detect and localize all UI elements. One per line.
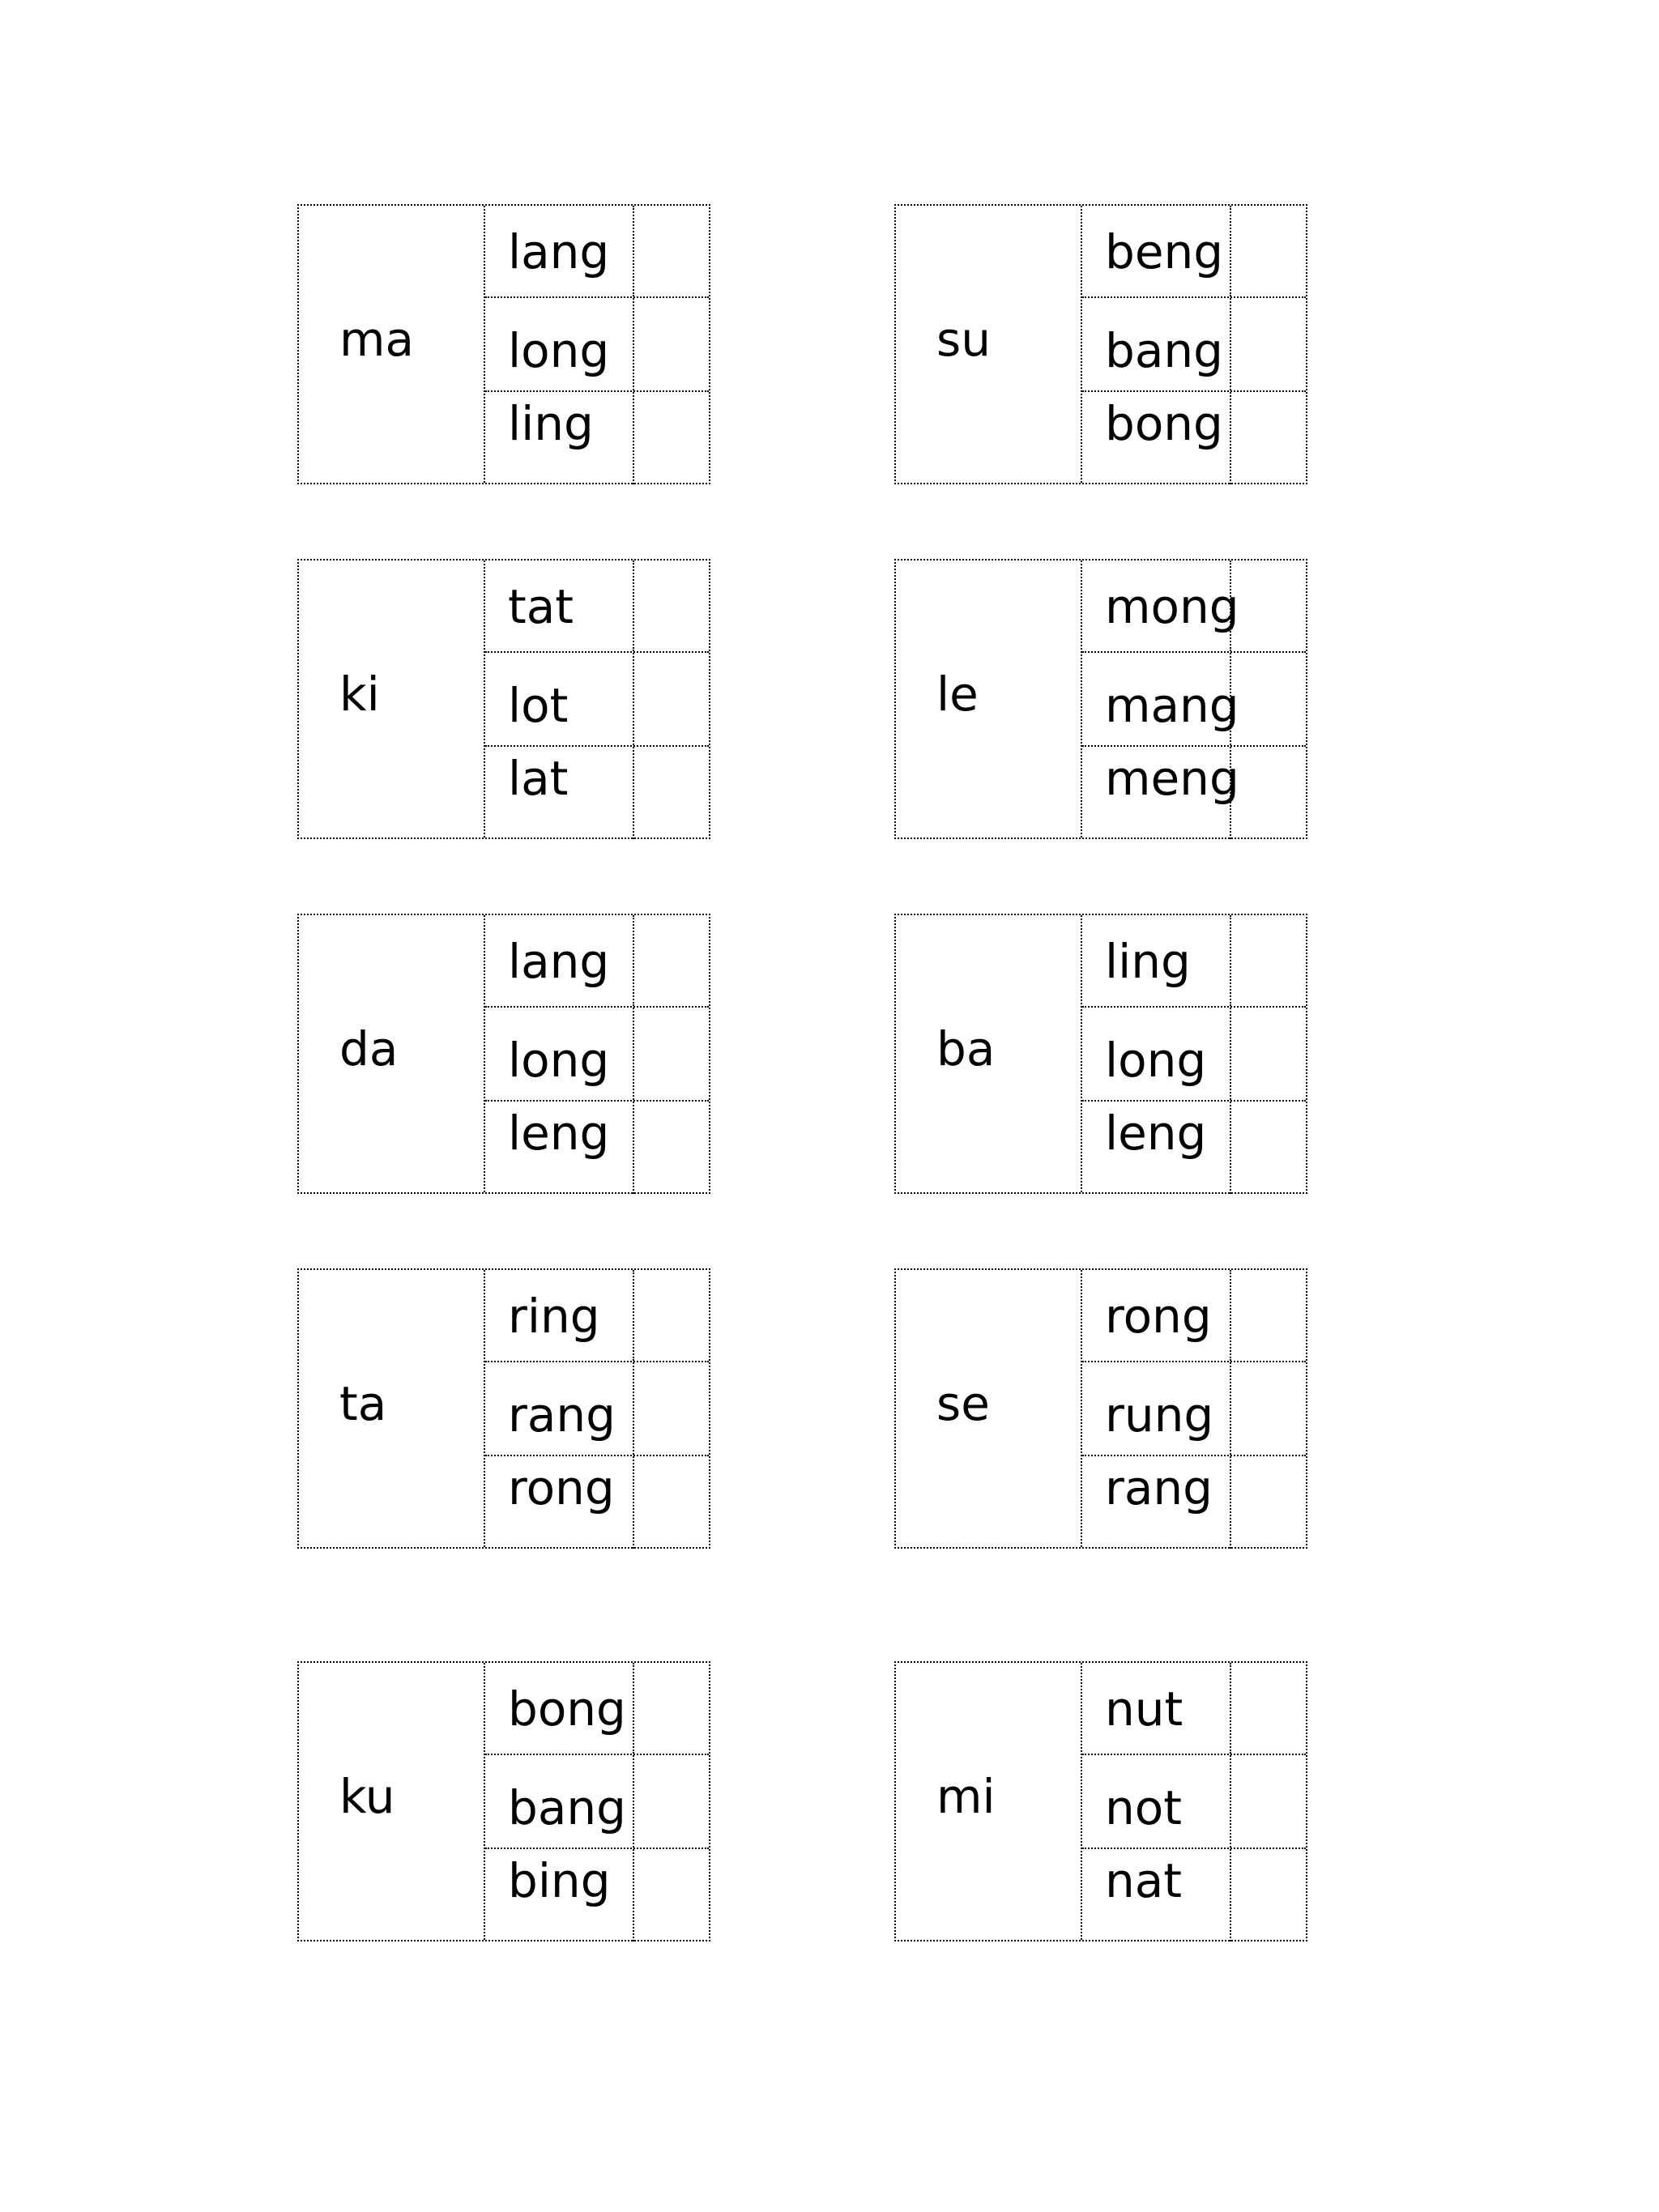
prefix-cell xyxy=(299,206,485,483)
option-word-cell xyxy=(485,1456,634,1549)
answer-box[interactable] xyxy=(634,1102,709,1194)
option-row xyxy=(485,392,709,484)
answer-box[interactable] xyxy=(634,206,709,296)
prefix-cell xyxy=(896,1663,1082,1940)
option-word-cell xyxy=(1082,1456,1231,1549)
option-syllable: long xyxy=(508,323,610,378)
option-syllable: rong xyxy=(508,1460,615,1515)
option-syllable: meng xyxy=(1105,751,1239,806)
option-row xyxy=(485,1362,709,1456)
answer-box[interactable] xyxy=(634,1849,709,1941)
option-row xyxy=(1082,560,1306,653)
answer-box[interactable] xyxy=(1231,1102,1306,1194)
option-row xyxy=(485,206,709,298)
option-row xyxy=(1082,915,1306,1008)
option-row xyxy=(1082,298,1306,392)
option-word-cell xyxy=(1082,653,1239,745)
answer-box[interactable] xyxy=(634,653,709,745)
answer-box[interactable] xyxy=(1231,915,1306,1006)
syllable-card xyxy=(297,559,710,839)
prefix-syllable: mi xyxy=(936,1769,996,1824)
answer-box[interactable] xyxy=(1231,1755,1306,1848)
option-syllable: nut xyxy=(1105,1681,1183,1737)
prefix-syllable: ki xyxy=(339,667,380,722)
prefix-cell xyxy=(896,560,1082,837)
prefix-syllable: ba xyxy=(936,1021,996,1076)
option-row xyxy=(1082,1849,1306,1941)
option-syllable: ling xyxy=(1105,934,1191,989)
option-word-cell xyxy=(485,1663,634,1754)
option-word-cell xyxy=(1082,1270,1231,1361)
answer-box[interactable] xyxy=(1231,560,1306,651)
answer-box[interactable] xyxy=(1231,1362,1306,1455)
option-row xyxy=(1082,1663,1306,1755)
option-word-cell xyxy=(1082,1849,1231,1941)
answer-box[interactable] xyxy=(634,298,709,390)
option-syllable: long xyxy=(1105,1033,1207,1088)
option-word-cell xyxy=(1082,747,1239,839)
option-word-cell xyxy=(485,1849,634,1941)
answer-box[interactable] xyxy=(634,1456,709,1549)
option-syllable: lang xyxy=(508,934,610,989)
option-word-cell xyxy=(485,392,634,484)
option-word-cell xyxy=(1082,1008,1231,1100)
answer-box[interactable] xyxy=(1231,1663,1306,1754)
answer-box[interactable] xyxy=(634,747,709,839)
option-word-cell xyxy=(1082,206,1231,296)
option-row xyxy=(1082,747,1306,839)
prefix-cell xyxy=(896,206,1082,483)
option-word-cell xyxy=(485,653,634,745)
option-syllable: mang xyxy=(1105,678,1239,733)
syllable-card xyxy=(297,204,710,484)
answer-box[interactable] xyxy=(1231,747,1306,839)
syllable-card xyxy=(894,559,1307,839)
option-row xyxy=(485,1849,709,1941)
answer-box[interactable] xyxy=(1231,206,1306,296)
answer-box[interactable] xyxy=(1231,1270,1306,1361)
option-row xyxy=(1082,1456,1306,1549)
option-syllable: bong xyxy=(508,1681,626,1737)
option-row xyxy=(485,1663,709,1755)
option-syllable: lat xyxy=(508,751,569,806)
option-word-cell xyxy=(1082,1102,1231,1194)
answer-box[interactable] xyxy=(634,915,709,1006)
syllable-card xyxy=(894,204,1307,484)
option-row xyxy=(485,298,709,392)
option-row xyxy=(485,1456,709,1549)
answer-box[interactable] xyxy=(634,1270,709,1361)
option-syllable: rung xyxy=(1105,1387,1214,1443)
answer-box[interactable] xyxy=(1231,1849,1306,1941)
option-row xyxy=(485,1270,709,1362)
option-row xyxy=(1082,653,1306,747)
option-syllable: not xyxy=(1105,1780,1182,1835)
option-word-cell xyxy=(1082,392,1231,484)
option-row xyxy=(1082,1008,1306,1102)
option-row xyxy=(485,1102,709,1194)
answer-box[interactable] xyxy=(1231,298,1306,390)
answer-box[interactable] xyxy=(1231,653,1306,745)
option-syllable: rang xyxy=(508,1387,616,1443)
prefix-syllable: se xyxy=(936,1376,990,1431)
option-word-cell xyxy=(1082,1362,1231,1455)
option-row xyxy=(1082,1755,1306,1849)
prefix-cell xyxy=(896,1270,1082,1547)
option-row xyxy=(485,915,709,1008)
option-row xyxy=(1082,1270,1306,1362)
option-word-cell xyxy=(485,1270,634,1361)
prefix-cell xyxy=(896,915,1082,1192)
option-row xyxy=(485,653,709,747)
option-row xyxy=(485,560,709,653)
answer-box[interactable] xyxy=(634,1008,709,1100)
option-row xyxy=(1082,1362,1306,1456)
option-row xyxy=(485,1008,709,1102)
prefix-syllable: ta xyxy=(339,1376,387,1431)
answer-box[interactable] xyxy=(634,1755,709,1848)
option-word-cell xyxy=(485,1362,634,1455)
prefix-syllable: da xyxy=(339,1021,399,1076)
answer-box[interactable] xyxy=(634,560,709,651)
answer-box[interactable] xyxy=(634,1663,709,1754)
option-syllable: ring xyxy=(508,1289,600,1344)
prefix-syllable: le xyxy=(936,667,979,722)
syllable-card xyxy=(894,914,1307,1194)
option-row xyxy=(1082,392,1306,484)
option-row xyxy=(485,1755,709,1849)
syllable-card xyxy=(894,1268,1307,1549)
syllable-card xyxy=(297,1268,710,1549)
option-syllable: bong xyxy=(1105,396,1223,451)
option-syllable: tat xyxy=(508,579,574,634)
answer-box[interactable] xyxy=(1231,1456,1306,1549)
option-syllable: bing xyxy=(508,1853,611,1908)
option-word-cell xyxy=(485,298,634,390)
option-word-cell xyxy=(485,560,634,651)
answer-box[interactable] xyxy=(1231,1008,1306,1100)
option-syllable: long xyxy=(508,1033,610,1088)
option-word-cell xyxy=(1082,298,1231,390)
answer-box[interactable] xyxy=(1231,392,1306,484)
prefix-syllable: su xyxy=(936,312,991,367)
option-syllable: lang xyxy=(508,224,610,279)
option-syllable: mong xyxy=(1105,579,1239,634)
option-word-cell xyxy=(485,1755,634,1848)
option-syllable: bang xyxy=(508,1780,626,1835)
option-word-cell xyxy=(1082,560,1239,651)
option-word-cell xyxy=(485,1102,634,1194)
option-word-cell xyxy=(485,747,634,839)
syllable-card xyxy=(894,1661,1307,1941)
option-row xyxy=(1082,1102,1306,1194)
option-syllable: rong xyxy=(1105,1289,1212,1344)
syllable-card xyxy=(297,1661,710,1941)
option-word-cell xyxy=(485,1008,634,1100)
option-syllable: ling xyxy=(508,396,594,451)
option-word-cell xyxy=(1082,915,1231,1006)
option-syllable: rang xyxy=(1105,1460,1213,1515)
prefix-cell xyxy=(299,915,485,1192)
answer-box[interactable] xyxy=(634,392,709,484)
option-syllable: leng xyxy=(508,1106,610,1161)
option-syllable: beng xyxy=(1105,224,1224,279)
syllable-card xyxy=(297,914,710,1194)
option-syllable: bang xyxy=(1105,323,1223,378)
option-word-cell xyxy=(485,206,634,296)
option-word-cell xyxy=(1082,1663,1231,1754)
option-row xyxy=(1082,206,1306,298)
option-syllable: nat xyxy=(1105,1853,1183,1908)
prefix-syllable: ku xyxy=(339,1769,395,1824)
option-word-cell xyxy=(1082,1755,1231,1848)
prefix-cell xyxy=(299,1270,485,1547)
prefix-cell xyxy=(299,1663,485,1940)
option-word-cell xyxy=(485,915,634,1006)
answer-box[interactable] xyxy=(634,1362,709,1455)
option-syllable: leng xyxy=(1105,1106,1207,1161)
option-row xyxy=(485,747,709,839)
prefix-syllable: ma xyxy=(339,312,415,367)
option-syllable: lot xyxy=(508,678,569,733)
prefix-cell xyxy=(299,560,485,837)
